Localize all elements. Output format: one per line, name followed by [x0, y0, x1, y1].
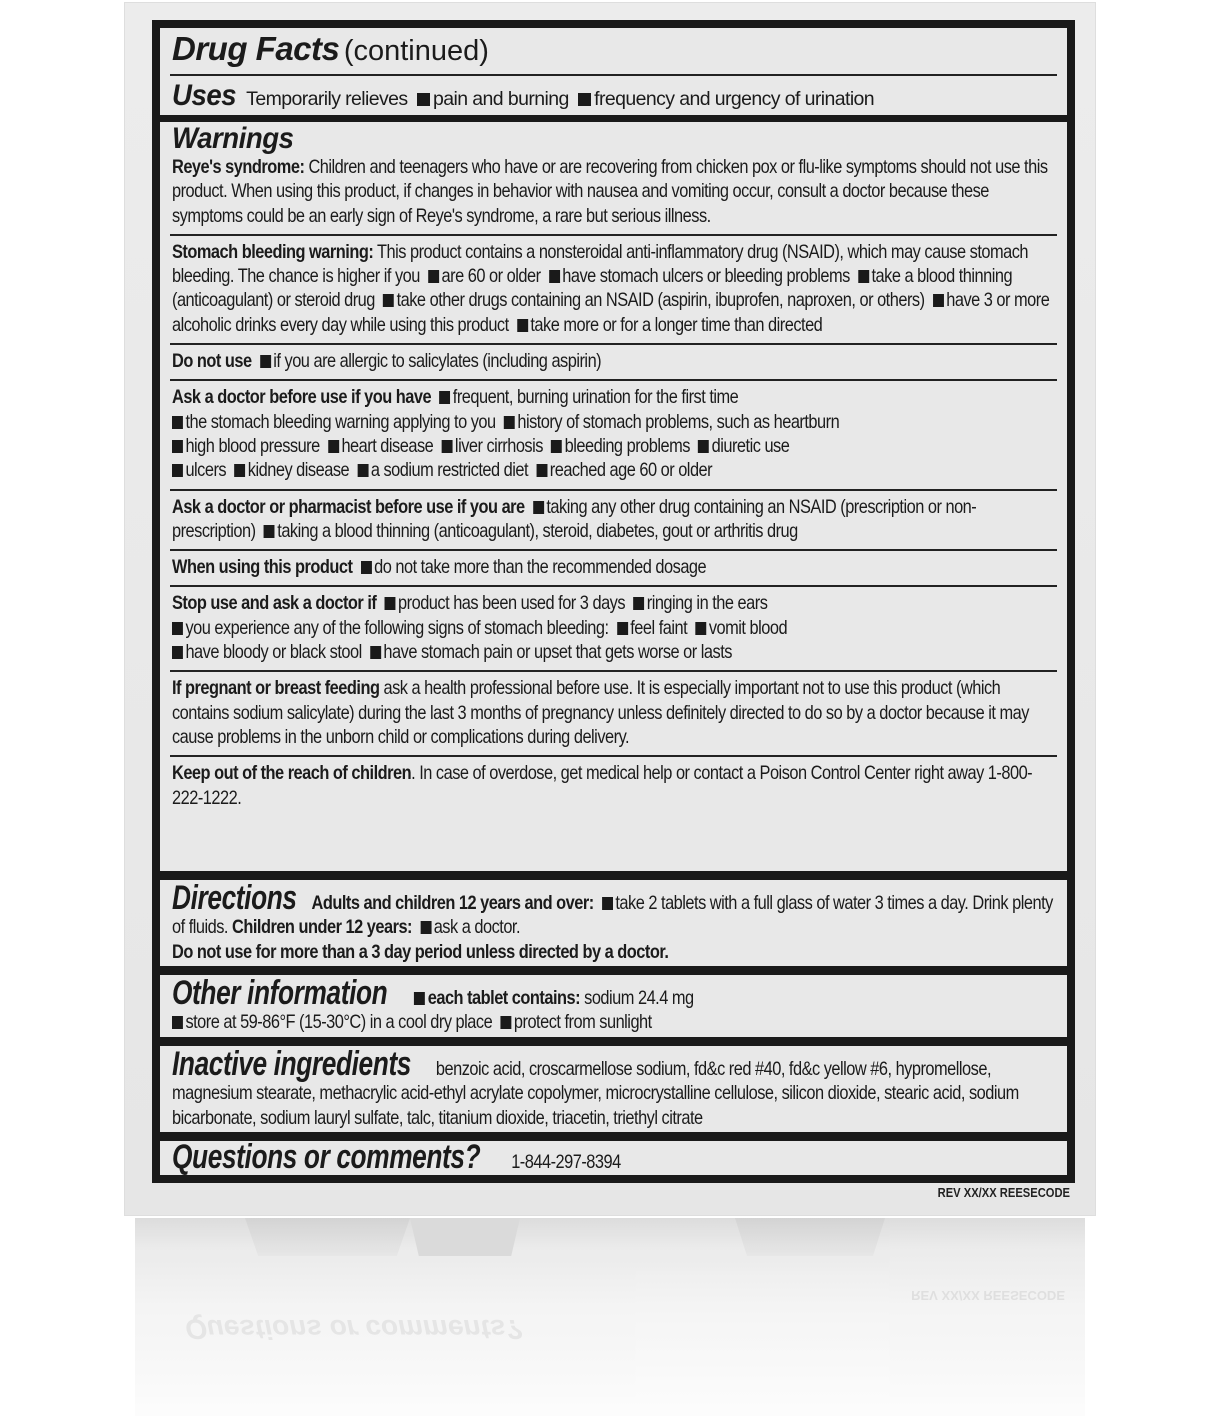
questions-phone: 1-844-297-8394 [511, 1151, 621, 1173]
reyes-label: Reye's syndrome: [172, 156, 305, 178]
ask-pharmacist-warning [172, 491, 1055, 550]
header [172, 28, 1055, 74]
bullet-icon [172, 464, 183, 477]
ask-pharmacist-item: taking a blood thinning (anticoagulant), steroid, diabetes, gout or arthritis drug [277, 519, 798, 542]
bullet-icon [420, 921, 431, 934]
ask-doctor-item: history of stomach problems, such as heartburn [517, 410, 840, 433]
inactive-section [172, 1046, 1055, 1130]
bullet-icon [441, 440, 452, 453]
bullet-icon [858, 270, 869, 283]
uses-item: frequency and urgency of urination [594, 88, 875, 110]
drug-facts-panel [152, 20, 1075, 1183]
bullet-icon [370, 646, 381, 659]
stop-use-item: product has been used for 3 days [398, 592, 626, 615]
rev-code: REV XX/XX REESECODE [937, 1185, 1070, 1200]
stomach-label: Stomach bleeding warning: [172, 240, 374, 263]
ask-doctor-item: bleeding problems [564, 434, 690, 457]
stop-use-item: vomit blood [708, 616, 788, 639]
bullet-icon [328, 440, 339, 453]
ask-doctor-item: reached age 60 or older [549, 459, 713, 482]
ask-doctor-label: Ask a doctor before use if you have [172, 386, 432, 409]
bullet-icon [414, 992, 425, 1005]
stomach-bleeding-warning [172, 236, 1055, 343]
storage-text: store at 59-86°F (15-30°C) in a cool dry place [185, 1011, 493, 1034]
warnings-header [172, 122, 1055, 155]
stop-use-item: feel faint [630, 616, 688, 639]
bullet-icon [172, 622, 183, 635]
other-info-heading: Other information [172, 974, 388, 1012]
bullet-icon [172, 646, 183, 659]
keep-out-text: . In case of overdose, get medical help or contact a Poison Control Center right away 1-800-222-1222. [172, 762, 1033, 809]
bullet-icon [172, 416, 183, 429]
bullet-icon [536, 464, 547, 477]
bullet-icon [172, 1016, 183, 1029]
stomach-item: take more or for a longer time than directed [530, 313, 823, 336]
stop-use-item: have stomach pain or upset that gets worse or lasts [383, 641, 732, 664]
bullet-icon [385, 597, 396, 610]
reyes-syndrome-warning [172, 155, 1055, 234]
keep-out-label: Keep out of the reach of children [172, 762, 412, 785]
stomach-item: have stomach ulcers or bleeding problems [562, 265, 850, 288]
ask-doctor-item: kidney disease [247, 459, 350, 482]
bullet-icon [633, 597, 644, 610]
tablet-value: sodium 24.4 mg [584, 987, 694, 1009]
directions-limit: Do not use for more than a 3 day period unless directed by a doctor. [172, 940, 669, 963]
other-info-box [160, 975, 1067, 1037]
do-not-use-label: Do not use [172, 350, 252, 373]
when-using-warning [172, 551, 1055, 585]
bullet-icon [417, 93, 430, 106]
reflection-tab [410, 1218, 520, 1256]
pregnancy-warning [172, 672, 1055, 755]
questions-box [160, 1138, 1067, 1176]
children-text: ask a doctor. [433, 916, 521, 939]
when-using-item: do not take more than the recommended dosage [374, 556, 707, 579]
do-not-use-item: if you are allergic to salicylates (including aspirin) [273, 350, 602, 373]
ask-doctor-item: a sodium restricted diet [370, 459, 529, 482]
warnings-box [160, 122, 1067, 871]
stop-use-warning [172, 587, 1055, 670]
ask-doctor-item: diuretic use [711, 434, 790, 457]
children-label: Children under 12 years: [232, 916, 413, 939]
package-reflection [135, 1218, 1085, 1416]
directions-box [160, 880, 1067, 966]
ask-doctor-item: heart disease [341, 434, 434, 457]
keep-out-warning [172, 757, 1055, 816]
ask-doctor-item: the stomach bleeding warning applying to you [185, 410, 496, 433]
warnings-heading: Warnings [172, 122, 294, 155]
bullet-icon [549, 270, 560, 283]
bullet-icon [383, 294, 394, 307]
bullet-icon [578, 93, 591, 106]
pregnant-label: If pregnant or breast feeding [172, 677, 380, 700]
bullet-icon [264, 525, 275, 538]
bullet-icon [357, 464, 368, 477]
bullet-icon [698, 440, 709, 453]
directions-heading: Directions [172, 879, 297, 917]
uses-intro: Temporarily relieves [246, 88, 408, 110]
ask-doctor-item: liver cirrhosis [454, 434, 543, 457]
bullet-icon [695, 622, 706, 635]
bullet-icon [361, 561, 372, 574]
bullet-icon [602, 897, 613, 910]
uses-section [172, 76, 1055, 113]
reflection-text: Questions or comments? [185, 1314, 523, 1345]
questions-heading: Questions or comments? [172, 1138, 481, 1176]
reflection-tab [245, 1218, 410, 1256]
bullet-icon [234, 464, 245, 477]
ask-doctor-item: high blood pressure [185, 434, 320, 457]
ask-pharmacist-label: Ask a doctor or pharmacist before use if you are [172, 495, 525, 518]
bullet-icon [533, 501, 544, 514]
reyes-text: Children and teenagers who have or are recovering from chicken pox or flu-like symptoms should not use this product. When using this product, if changes in behavior with nausea and vomiting occur, consult a doctor because these symptoms could be an early sign of Reye's syndrome, a rare but serious illness. [172, 156, 1048, 227]
do-not-use-warning [172, 345, 1055, 379]
inactive-text: benzoic acid, croscarmellose sodium, fd&c red #40, fd&c yellow #6, hypromellose, magnesium stearate, methacrylic acid-ethyl acrylate copolymer, microcrystalline cellulose, silicon dioxide, stearic acid, sodium bicarbonate, sodium lauryl sulfate, talc, titanium dioxide, triacetin, triethyl citrate [172, 1058, 1019, 1129]
when-using-label: When using this product [172, 556, 353, 579]
ask-doctor-item: ulcers [185, 459, 227, 482]
bullet-icon [517, 319, 528, 332]
ask-doctor-item: frequent, burning urination for the first time [452, 386, 739, 409]
reflection-tab [735, 1218, 885, 1256]
bullet-icon [551, 440, 562, 453]
ask-pharmacist-item: taking any other drug containing an NSAID (prescription or non-prescription) [172, 495, 977, 542]
reflection-rev-code: REV XX/XX REESECODE [911, 1288, 1065, 1303]
ask-doctor-warning [172, 381, 1055, 488]
continued-label: (continued) [343, 35, 489, 67]
stop-use-item: you experience any of the following signs of stomach bleeding: [185, 616, 609, 639]
uses-heading: Uses [172, 79, 237, 112]
adults-text: take 2 tablets with a full glass of water 3 times a day. Drink plenty of fluids. [172, 892, 1053, 939]
bullet-icon [260, 355, 271, 368]
bullet-icon [428, 270, 439, 283]
sunlight-text: protect from sunlight [513, 1011, 652, 1034]
stomach-item: take other drugs containing an NSAID (aspirin, ibuprofen, naproxen, or others) [396, 289, 925, 312]
directions-section [172, 880, 1055, 964]
stop-use-label: Stop use and ask a doctor if [172, 592, 377, 615]
bullet-icon [172, 440, 183, 453]
tablet-label: each tablet contains: [427, 987, 581, 1009]
bullet-icon [439, 391, 450, 404]
bullet-icon [504, 416, 515, 429]
inactive-ingredients-box [160, 1046, 1067, 1132]
pregnant-text: ask a health professional before use. It is especially important not to use this product (which contains sodium salicylate) during the last 3 months of pregnancy unless definitely directed to do so by a doctor because it may cause problems in the unborn child or complications during delivery. [172, 677, 1029, 748]
stomach-intro: This product contains a nonsteroidal anti-inflammatory drug (NSAID), which may cause stomach bleeding. The chance is higher if you [172, 240, 1029, 288]
stomach-item: take a blood thinning (anticoagulant) or steroid drug [172, 265, 1013, 312]
header-uses-box [160, 28, 1067, 115]
questions-section [172, 1138, 1055, 1176]
stomach-item: have 3 or more alcoholic drinks every day while using this product [172, 289, 1050, 336]
bullet-icon [933, 294, 944, 307]
other-info-section [172, 975, 1055, 1035]
bullet-icon [617, 622, 628, 635]
adults-label: Adults and children 12 years and over: [311, 892, 594, 914]
uses-item: pain and burning [433, 88, 569, 110]
drug-facts-title: Drug Facts [172, 30, 340, 67]
stomach-item: are 60 or older [441, 265, 541, 288]
stop-use-item: ringing in the ears [646, 592, 768, 615]
stop-use-item: have bloody or black stool [185, 641, 362, 664]
bullet-icon [500, 1016, 511, 1029]
inactive-heading: Inactive ingredients [172, 1045, 412, 1083]
